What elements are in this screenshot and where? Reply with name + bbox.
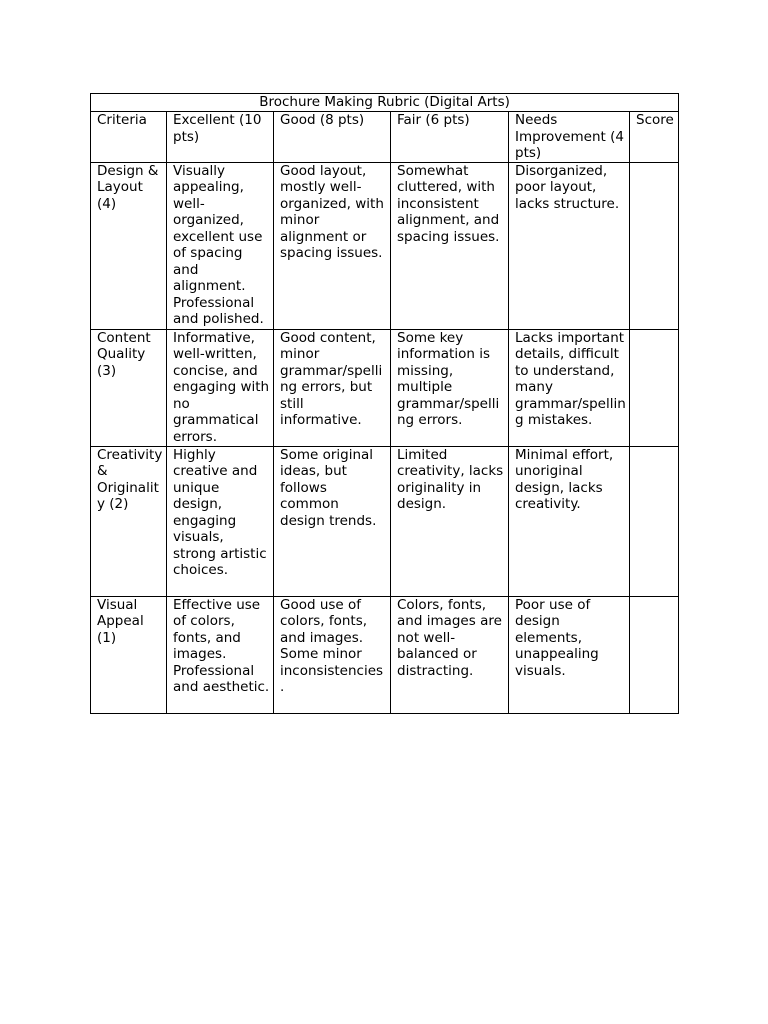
criteria-cell: Creativity & Originality (2) xyxy=(91,446,167,596)
table-row xyxy=(91,446,679,596)
rubric-table xyxy=(90,93,679,714)
excellent-cell: Informative, well-written, concise, and engaging with no grammatical errors. xyxy=(167,329,274,446)
table-row xyxy=(91,596,679,713)
score-cell[interactable] xyxy=(630,329,679,446)
excellent-cell: Visually appealing, well-organized, excellent use of spacing and alignment. Professional and polished. xyxy=(167,162,274,329)
excellent-cell: Effective use of colors, fonts, and images. Professional and aesthetic. xyxy=(167,596,274,713)
header-needs-improvement: Needs Improvement (4 pts) xyxy=(509,112,630,163)
header-score: Score xyxy=(630,112,679,163)
table-row xyxy=(91,162,679,329)
title-row xyxy=(91,94,679,112)
excellent-cell: Highly creative and unique design, engaging visuals, strong artistic choices. xyxy=(167,446,274,596)
header-excellent: Excellent (10 pts) xyxy=(167,112,274,163)
table-title: Brochure Making Rubric (Digital Arts) xyxy=(91,94,679,112)
good-cell: Good layout, mostly well-organized, with minor alignment or spacing issues. xyxy=(274,162,391,329)
score-cell[interactable] xyxy=(630,162,679,329)
needs-improvement-cell: Disorganized, poor layout, lacks structure. xyxy=(509,162,630,329)
header-criteria: Criteria xyxy=(91,112,167,163)
criteria-cell: Design & Layout (4) xyxy=(91,162,167,329)
score-cell[interactable] xyxy=(630,446,679,596)
fair-cell: Colors, fonts, and images are not well-balanced or distracting. xyxy=(391,596,509,713)
score-cell[interactable] xyxy=(630,596,679,713)
criteria-cell: Visual Appeal (1) xyxy=(91,596,167,713)
good-cell: Good use of colors, fonts, and images. Some minor inconsistencies. xyxy=(274,596,391,713)
fair-cell: Somewhat cluttered, with inconsistent alignment, and spacing issues. xyxy=(391,162,509,329)
needs-improvement-cell: Minimal effort, unoriginal design, lacks creativity. xyxy=(509,446,630,596)
good-cell: Some original ideas, but follows common design trends. xyxy=(274,446,391,596)
header-fair: Fair (6 pts) xyxy=(391,112,509,163)
fair-cell: Some key information is missing, multiple grammar/spelling errors. xyxy=(391,329,509,446)
fair-cell: Limited creativity, lacks originality in design. xyxy=(391,446,509,596)
good-cell: Good content, minor grammar/spelling errors, but still informative. xyxy=(274,329,391,446)
header-row xyxy=(91,112,679,163)
header-good: Good (8 pts) xyxy=(274,112,391,163)
criteria-cell: Content Quality (3) xyxy=(91,329,167,446)
needs-improvement-cell: Lacks important details, difficult to understand, many grammar/spelling mistakes. xyxy=(509,329,630,446)
needs-improvement-cell: Poor use of design elements, unappealing visuals. xyxy=(509,596,630,713)
table-row xyxy=(91,329,679,446)
